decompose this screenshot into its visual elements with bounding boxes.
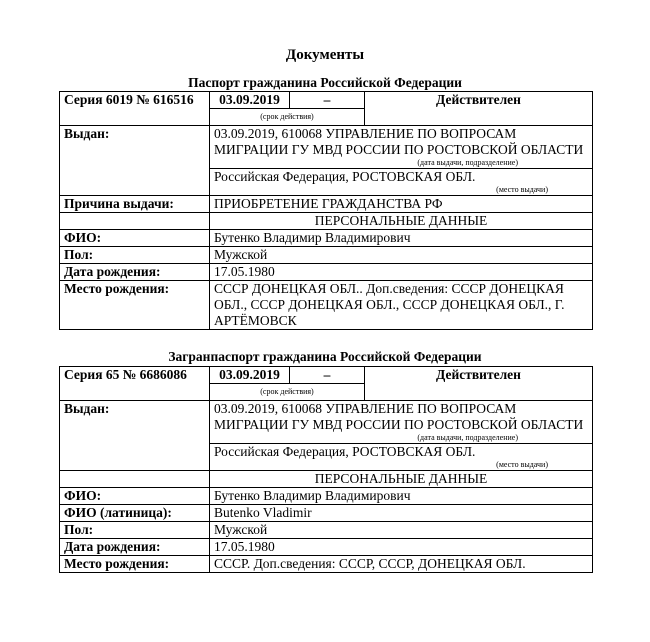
- passport-place-value: Российская Федерация, РОСТОВСКАЯ ОБЛ.: [214, 169, 476, 184]
- passport-dash: –: [290, 92, 365, 109]
- passport-personal-header: ПЕРСОНАЛЬНЫЕ ДАННЫЕ: [210, 213, 593, 230]
- passport-fio-value: Бутенко Владимир Владимирович: [210, 230, 593, 247]
- passport-birthplace-value: СССР ДОНЕЦКАЯ ОБЛ.. Доп.сведения: СССР ДОНЕЦКАЯ ОБЛ., СССР ДОНЕЦКАЯ ОБЛ., СССР ДОНЕЦКАЯ ОБЛ., Г. АРТЁМОВСК: [210, 281, 593, 330]
- passport-birthdate-value: 17.05.1980: [210, 264, 593, 281]
- passport-birthdate-label: Дата рождения:: [60, 264, 210, 281]
- passport-issued-cell: [210, 126, 593, 169]
- passport-place-caption: (место выдачи): [496, 185, 548, 194]
- foreign-fio-value: Бутенко Владимир Владимирович: [210, 488, 593, 505]
- foreign-personal-header: ПЕРСОНАЛЬНЫЕ ДАННЫЕ: [210, 471, 593, 488]
- passport-sex-label: Пол:: [60, 247, 210, 264]
- foreign-validity-caption: (срок действия): [210, 384, 365, 401]
- foreign-fio-latin-label: ФИО (латиница):: [60, 505, 210, 522]
- passport-place-cell: [210, 169, 593, 196]
- foreign-series: Серия 65 № 6686086: [60, 367, 210, 401]
- foreign-birthdate-value: 17.05.1980: [210, 539, 593, 556]
- page-title: Документы: [285, 47, 365, 63]
- passport-birthplace-label: Место рождения:: [60, 281, 210, 330]
- foreign-birthplace-value: СССР. Доп.сведения: СССР, СССР, ДОНЕЦКАЯ ОБЛ.: [210, 556, 593, 573]
- passport-issued-value: 03.09.2019, 610068 УПРАВЛЕНИЕ ПО ВОПРОСАМ МИГРАЦИИ ГУ МВД РОССИИ ПО РОСТОВСКОЙ ОБЛАСТИ: [214, 126, 584, 157]
- foreign-sex-label: Пол:: [60, 522, 210, 539]
- passport-header-row: [60, 92, 593, 109]
- passport-section-title: Паспорт гражданина Российской Федерации: [188, 75, 462, 90]
- passport-date: 03.09.2019: [210, 92, 290, 109]
- passport-fio-label: ФИО:: [60, 230, 210, 247]
- foreign-section-title: Загранпаспорт гражданина Российской Федерации: [168, 349, 482, 364]
- foreign-dash: –: [290, 367, 365, 384]
- foreign-place-caption: (место выдачи): [496, 460, 548, 469]
- foreign-birthdate-label: Дата рождения:: [60, 539, 210, 556]
- passport-issued-caption: (дата выдачи, подразделение): [417, 158, 518, 167]
- passport-validity-caption: (срок действия): [210, 109, 365, 126]
- foreign-header-row: [60, 367, 593, 384]
- foreign-place-value: Российская Федерация, РОСТОВСКАЯ ОБЛ.: [214, 444, 476, 459]
- foreign-fio-latin-value: Butenko Vladimir: [210, 505, 593, 522]
- foreign-issued-label: Выдан:: [60, 401, 210, 471]
- passport-series: Серия 6019 № 616516: [60, 92, 210, 126]
- passport-issued-row: [60, 126, 593, 169]
- foreign-date: 03.09.2019: [210, 367, 290, 384]
- foreign-fio-label: ФИО:: [60, 488, 210, 505]
- passport-issued-label: Выдан:: [60, 126, 210, 196]
- foreign-birthplace-label: Место рождения:: [60, 556, 210, 573]
- passport-table: [59, 91, 593, 330]
- foreign-place-cell: [210, 444, 593, 471]
- passport-reason-label: Причина выдачи:: [60, 196, 210, 213]
- passport-status: Действителен: [365, 92, 593, 126]
- passport-sex-value: Мужской: [210, 247, 593, 264]
- foreign-sex-value: Мужской: [210, 522, 593, 539]
- foreign-issued-caption: (дата выдачи, подразделение): [417, 433, 518, 442]
- passport-reason-value: ПРИОБРЕТЕНИЕ ГРАЖДАНСТВА РФ: [210, 196, 593, 213]
- foreign-issued-value: 03.09.2019, 610068 УПРАВЛЕНИЕ ПО ВОПРОСАМ МИГРАЦИИ ГУ МВД РОССИИ ПО РОСТОВСКОЙ ОБЛАСТИ: [214, 401, 584, 432]
- foreign-passport-table: [59, 366, 593, 573]
- foreign-issued-cell: [210, 401, 593, 444]
- foreign-status: Действителен: [365, 367, 593, 401]
